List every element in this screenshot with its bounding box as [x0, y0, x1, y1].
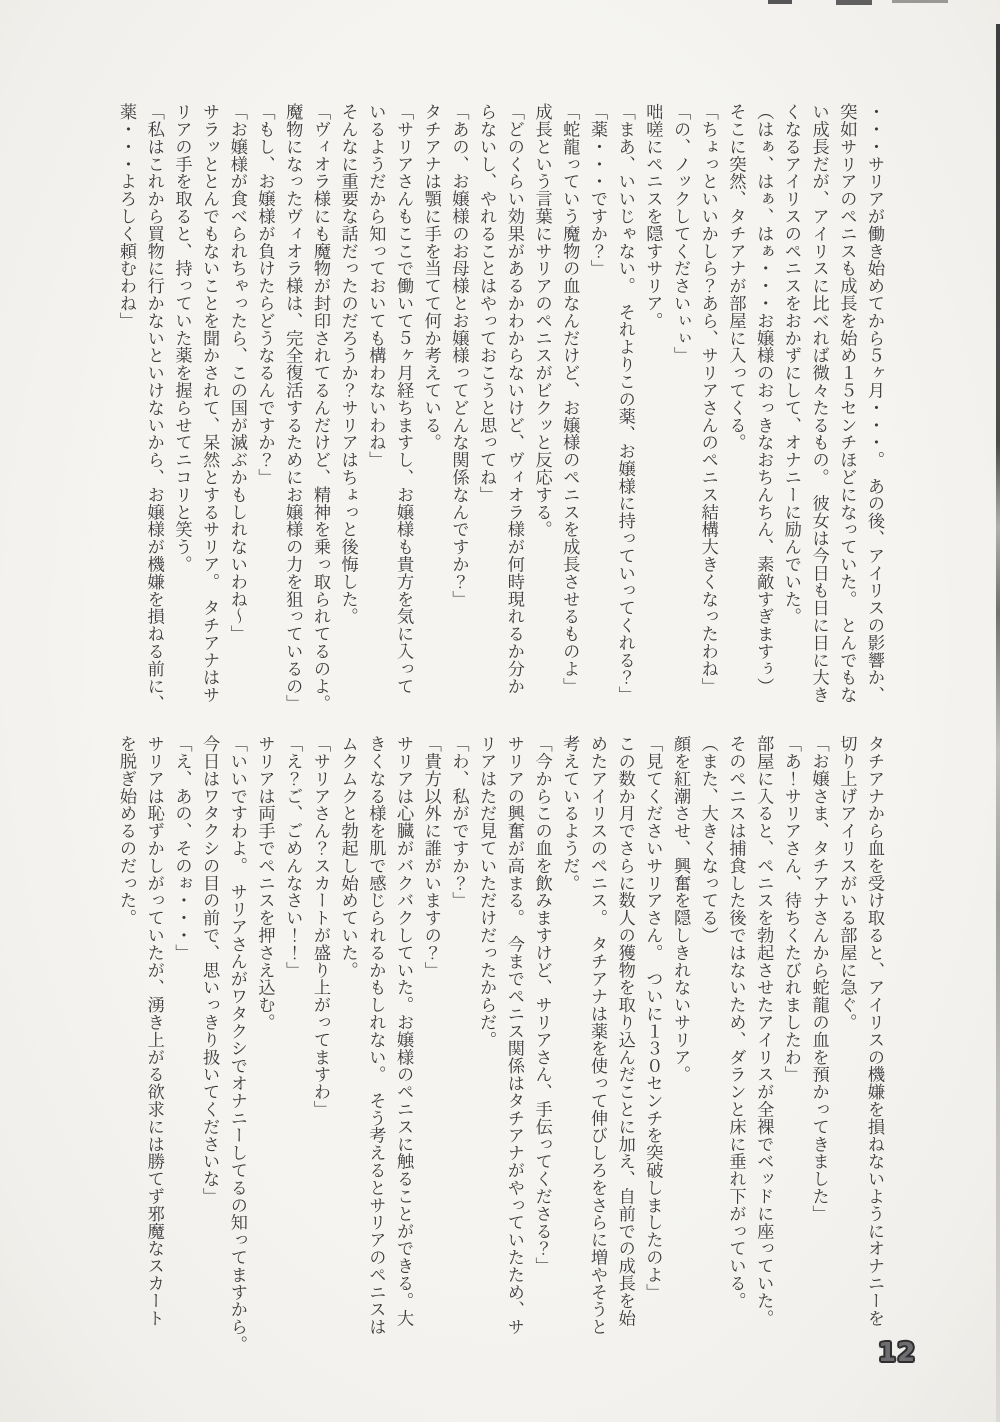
text-line: 部屋に入ると、ペニスを勃起させたアイリスが全裸でベッドに座っていた。	[754, 735, 774, 1327]
text-line: サラッととんでもないことを聞かされて、呆然とするサリア。 タチアナはサ	[200, 103, 220, 704]
text-line: 「サリアさん？スカートが盛り上がってますわ」	[310, 735, 330, 1118]
text-line: 考えているようだ。	[560, 735, 580, 892]
text-line: 今日はワタクシの目の前で、思いっきり扱いてくださいな」	[200, 735, 220, 1205]
page-number: 12	[878, 1338, 917, 1368]
text-line: リアの手を取ると、持っていた薬を握らせてニコリと笑う。	[172, 103, 192, 573]
text-line: 突如サリアのペニスも成長を始め１５センチほどになっていた。 とんでもな	[837, 103, 857, 704]
text-line: い成長だが、アイリスに比べれば微々たるもの。 彼女は今日も日に日に大き	[809, 103, 829, 704]
text-line: 「あの、お嬢様のお母様とお嬢様ってどんな関係なんですか？」	[449, 103, 469, 608]
text-line: そのペニスは捕食した後ではないため、ダランと床に垂れ下がっている。	[726, 735, 746, 1310]
text-line: ・・・サリアが働き始めてから５ヶ月・・・。 あの後、アイリスの影響か、	[865, 103, 884, 704]
text-line: 「見てくださいサリアさん。 ついに１３０センチを突破しましたのよ」	[643, 735, 663, 1301]
text-line: 顔を紅潮させ、興奮を隠しきれないサリア。	[671, 735, 691, 1083]
text-line: タチアナから血を受け取ると、アイリスの機嫌を損ねないようにオナニーを	[865, 735, 884, 1327]
text-line: この数か月でさらに数人の獲物を取り込んだことに加え、自前での成長を始	[615, 735, 635, 1327]
text-line: 「の、ノックしてくださいぃぃ」	[671, 103, 691, 364]
text-line: そこに突然、タチアナが部屋に入ってくる。	[726, 103, 746, 451]
text-line: リアはただ見ていただけだったからだ。	[477, 735, 497, 1049]
text-line: らないし、やれることはやっておこうと思ってね」	[477, 103, 497, 504]
scan-speck	[836, 0, 872, 5]
text-line: 咄嗟にペニスを隠すサリア。	[643, 103, 663, 330]
text-line: 魔物になったヴィオラ様は、完全復活するためにお嬢様の力を狙っているの」	[283, 103, 303, 712]
text-line: 「もし、お嬢様が負けたらどうなるんですか？」	[255, 103, 275, 486]
text-line: 「サリアさんもここで働いて５ヶ月経ちますし、お嬢様も貴方を気に入って	[394, 103, 414, 695]
text-line: 「お嬢様が食べられちゃったら、この国が滅ぶかもしれないわね～」	[227, 103, 247, 643]
text-line: いるようだから知っておいても構わないわね」	[366, 103, 386, 469]
text-line: 「いいですわよ。 サリアさんがワタクシでオナニーしてるの知ってますから。	[227, 735, 247, 1353]
text-line: 「え？ご、ごめんなさい！！」	[283, 735, 303, 979]
text-line: サリアは心臓がバクバクしていた。お嬢様のペニスに触ることができる。大	[394, 735, 414, 1327]
text-line: くなるアイリスのペニスをおかずにして、オナニーに励んでいた。	[781, 103, 801, 625]
scan-speck	[768, 0, 792, 4]
text-line: きくなる様を肌で感じられるかもしれない。 そう考えるとサリアのペニスは	[366, 735, 386, 1336]
text-line: ムクムクと勃起し始めていた。	[338, 735, 358, 979]
text-block-bottom	[112, 735, 888, 1353]
text-line: 切り上げアイリスがいる部屋に急ぐ。	[837, 735, 857, 1031]
text-line: 「お嬢さま、タチアナさんから蛇龍の血を預かってきました」	[809, 735, 829, 1223]
text-line: タチアナは顎に手を当てて何か考えている。	[421, 103, 441, 451]
text-line: 「薬・・・ですか？」	[587, 103, 607, 277]
text-line: 成長という言葉にサリアのペニスがビクッと反応する。	[532, 103, 552, 538]
text-line: 「あ！サリアさん、待ちくたびれましたわ」	[781, 735, 801, 1083]
text-line: 「ヴィオラ様にも魔物が封印されてるんだけど、精神を乗っ取られてるのよ。	[310, 103, 330, 712]
text-line: 薬・・・よろしく頼むわね」	[117, 103, 137, 330]
text-line: 「貴方以外に誰がいますの？」	[421, 735, 441, 979]
text-line: （はぁ、はぁ、はぁ・・・お嬢様のおっきなおちんちん、素敵すぎますぅ）	[754, 103, 774, 695]
text-line: 「え、あの、そのぉ・・・」	[172, 735, 192, 962]
text-line: 「まあ、いいじゃない。 それよりこの薬、お嬢様に持っていってくれる？」	[615, 103, 635, 704]
text-line: （また、大きくなってる）	[698, 735, 718, 944]
text-line: 「蛇龍っていう魔物の血なんだけど、お嬢様のペニスを成長させるものよ」	[560, 103, 580, 695]
scan-edge-artifact	[996, 24, 1000, 1422]
text-line: サリアの興奮が高まる。 今までペニス関係はタチアナがやっていたため、サ	[504, 735, 524, 1336]
text-line: めたアイリスのペニス。 タチアナは薬を使って伸びしろをさらに増やそうと	[587, 735, 607, 1336]
text-line: サリアは恥ずかしがっていたが、湧き上がる欲求には勝てず邪魔なスカート	[144, 735, 164, 1327]
text-line: 「今からこの血を飲みますけど、サリアさん、手伝ってくださる？」	[532, 735, 552, 1275]
text-line: そんなに重要な話だったのだろうか？サリアはちょっと後悔した。	[338, 103, 358, 625]
text-line: 「私はこれから買物に行かないといけないから、お嬢様が機嫌を損ねる前に、	[144, 103, 164, 712]
scan-speck	[892, 0, 948, 3]
text-line: 「わ、私がですか？」	[449, 735, 469, 909]
text-line: サリアは両手でペニスを押さえ込む。	[255, 735, 275, 1031]
text-line: 「ちょっといいかしら？あら、サリアさんのペニス結構大きくなったわね」	[698, 103, 718, 695]
text-line: を脱ぎ始めるのだった。	[117, 735, 137, 927]
text-block-top	[112, 103, 888, 712]
text-line: 「どのくらい効果があるかわからないけど、ヴィオラ様が何時現れるか分か	[504, 103, 524, 695]
